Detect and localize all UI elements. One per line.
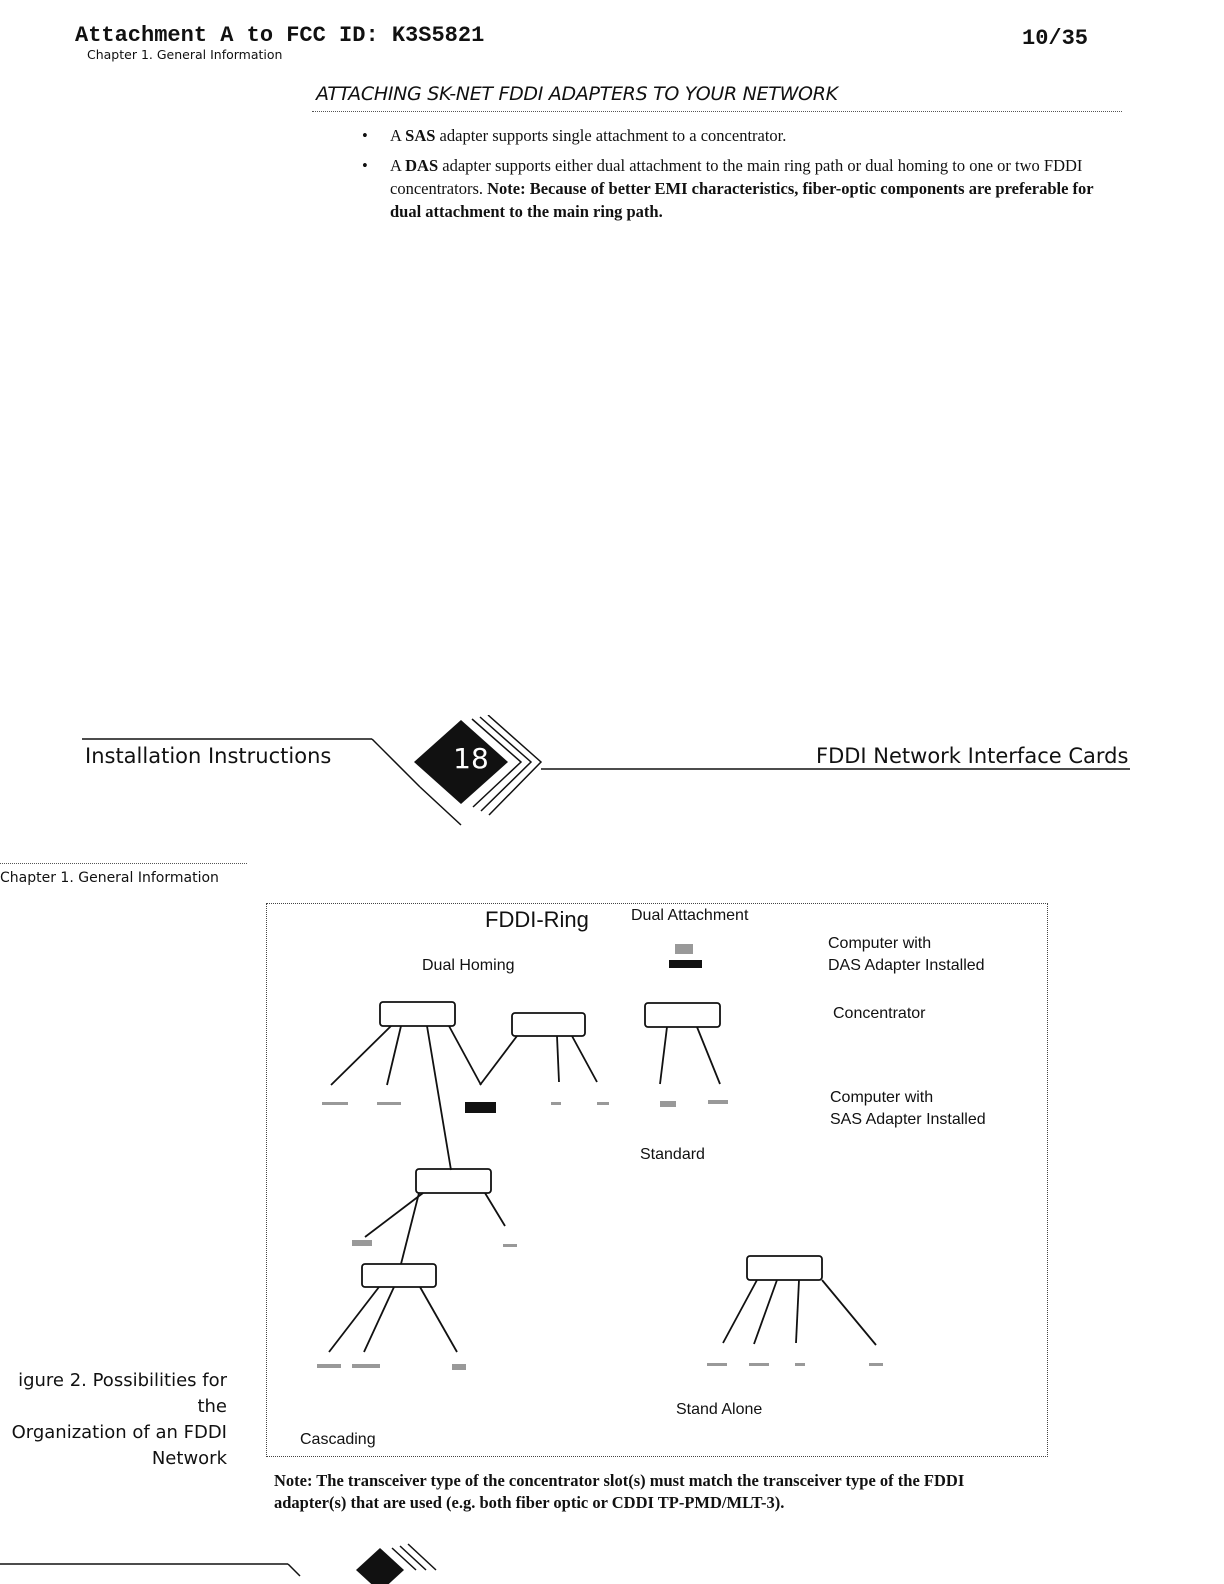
caption-line: igure 2. Possibilities for the (18, 1370, 227, 1417)
chapter-label: Chapter 1. General Information (87, 47, 283, 62)
computer-icon (352, 1240, 372, 1246)
document-page-indicator: 10/35 (1022, 26, 1089, 51)
dual-attachment-label: Dual Attachment (631, 907, 749, 924)
page-number: 18 (453, 742, 489, 775)
footer-decoration (0, 715, 1224, 835)
cascading-label: Cascading (300, 1431, 376, 1448)
bullet-prefix: A (390, 156, 406, 175)
computer-icon (660, 1101, 676, 1107)
list-item (362, 154, 1114, 223)
computer-icon (869, 1363, 883, 1366)
concentrator-box (645, 1003, 720, 1027)
concentrator-box (747, 1256, 822, 1280)
chapter-divider (0, 863, 247, 864)
chapter-label-2: Chapter 1. General Information (0, 870, 219, 886)
computer-icon (708, 1100, 728, 1104)
computer-icon (669, 960, 702, 968)
bullet-prefix: A (390, 126, 406, 145)
concentrator-label: Concentrator (833, 1005, 926, 1022)
footer-right-text: FDDI Network Interface Cards (816, 744, 1129, 768)
standard-label: Standard (640, 1146, 705, 1163)
computer-icon (452, 1364, 466, 1370)
computer-icon (352, 1364, 380, 1368)
bullet-icon: • (362, 156, 368, 175)
figure-frame (266, 903, 1048, 1457)
concentrator-box (512, 1013, 585, 1036)
dual-homing-label: Dual Homing (422, 957, 515, 974)
document-header-title: Attachment A to FCC ID: K3S5821 (75, 23, 485, 48)
section-divider (312, 111, 1122, 112)
bullet-term: SAS (405, 126, 436, 145)
computer-icon (317, 1364, 341, 1368)
computer-icon (551, 1102, 561, 1105)
sas-label-line2: SAS Adapter Installed (830, 1111, 986, 1128)
bullet-icon: • (362, 126, 368, 145)
computer-icon (503, 1244, 517, 1247)
list-item (362, 124, 1114, 147)
bullet-term: DAS (405, 156, 439, 175)
bullet-text: adapter supports single attachment to a concentrator. (435, 126, 787, 145)
sas-label-line1: Computer with (830, 1089, 934, 1106)
bullet-note: Note: Because of better EMI characteristics, fiber-optic components are preferable for dual attachment to the main ring path. (390, 179, 1094, 221)
transceiver-note: Note: The transceiver type of the concentrator slot(s) must match the transceiver type of the FDDI adapter(s) that are used (e.g. both fiber optic or CDDI TP-PMD/MLT-3). (274, 1471, 965, 1512)
computer-icon (597, 1102, 609, 1105)
fddi-network-diagram (267, 904, 1047, 1456)
computer-icon (465, 1102, 496, 1113)
bullet-text: adapter supports either dual attachment to the main ring path or dual homing to one or two FDDI concentrators. (390, 156, 1083, 198)
das-label-line1: Computer with (828, 935, 932, 952)
figure-title: FDDI-Ring (485, 907, 589, 932)
figure-caption (0, 1368, 227, 1472)
caption-line: Organization of an FDDI (11, 1422, 227, 1443)
das-label-line2: DAS Adapter Installed (828, 957, 985, 974)
concentrator-box (416, 1169, 491, 1193)
computer-icon (377, 1102, 401, 1105)
computer-icon (707, 1363, 727, 1366)
computer-icon (749, 1363, 769, 1366)
section-title: ATTACHING SK-NET FDDI ADAPTERS TO YOUR NETWORK (316, 83, 838, 105)
computer-icon (795, 1363, 805, 1366)
footer-decoration-partial (0, 1540, 460, 1584)
stand-alone-label: Stand Alone (676, 1401, 763, 1418)
footer-left-text: Installation Instructions (85, 744, 332, 768)
caption-line: Network (151, 1448, 227, 1469)
concentrator-box (362, 1264, 436, 1287)
computer-icon (675, 944, 693, 954)
bullet-list (362, 124, 1114, 230)
computer-icon (322, 1102, 348, 1105)
concentrator-box (380, 1002, 455, 1026)
